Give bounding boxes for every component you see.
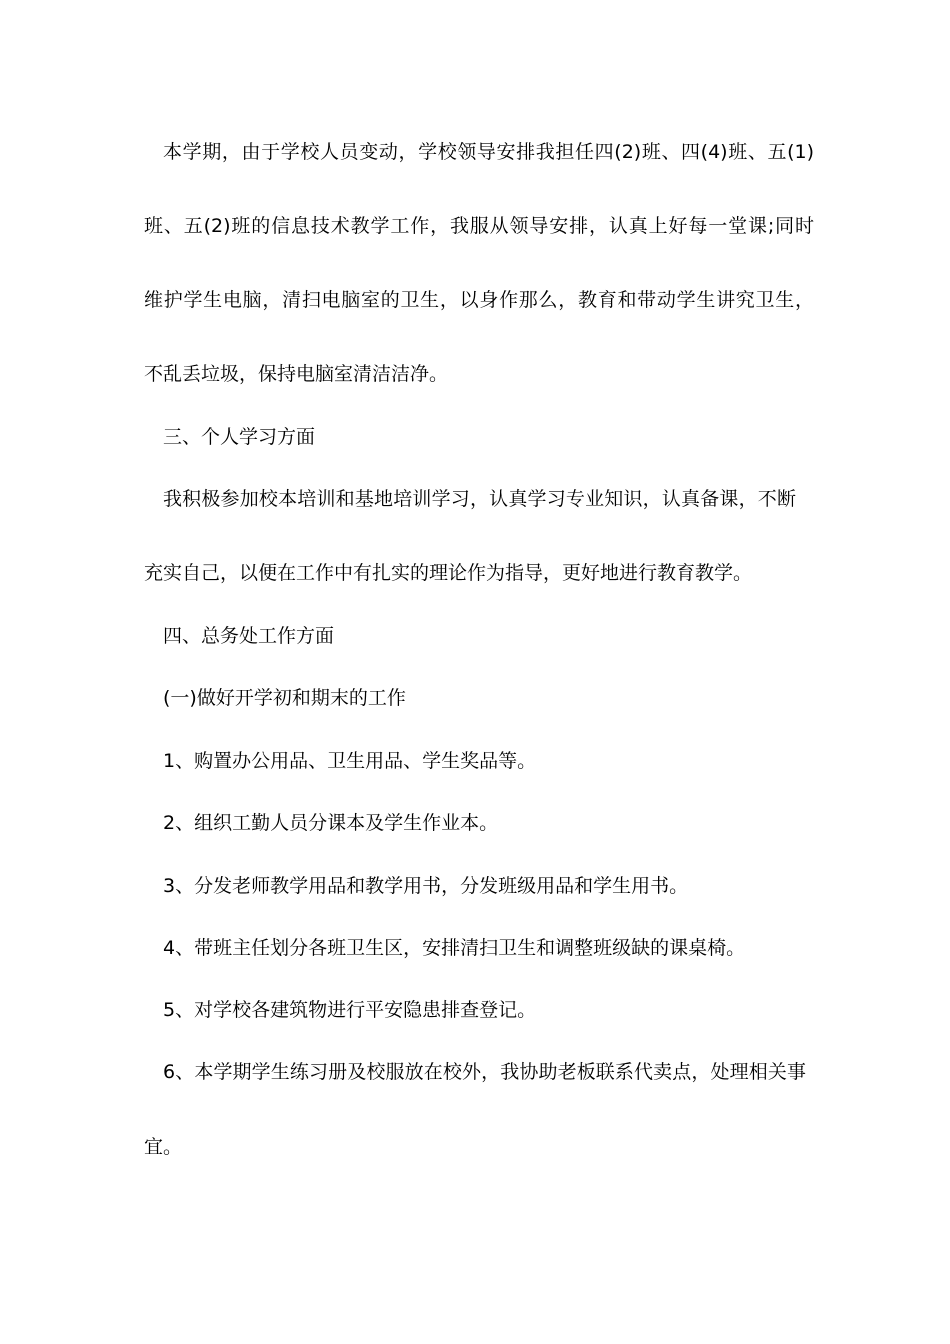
list-item: 2、组织工勤人员分课本及学生作业本。 bbox=[163, 812, 499, 834]
paragraph-line: 我积极参加校本培训和基地培训学习，认真学习专业知识，认真备课，不断 bbox=[163, 488, 796, 510]
paragraph-line: 充实自己，以便在工作中有扎实的理论作为指导，更好地进行教育教学。 bbox=[144, 562, 753, 584]
sub-heading: (一)做好开学初和期末的工作 bbox=[163, 687, 406, 709]
paragraph-line: 不乱丢垃圾，保持电脑室清洁洁净。 bbox=[144, 363, 449, 385]
list-item: 6、本学期学生练习册及校服放在校外，我协助老板联系代卖点，处理相关事 bbox=[163, 1061, 806, 1083]
section-heading: 三、个人学习方面 bbox=[163, 426, 316, 448]
section-heading: 四、总务处工作方面 bbox=[163, 625, 335, 647]
list-item: 5、对学校各建筑物进行平安隐患排查登记。 bbox=[163, 999, 537, 1021]
list-item-continuation: 宜。 bbox=[144, 1136, 183, 1158]
paragraph-line: 维护学生电脑，清扫电脑室的卫生，以身作那么，教育和带动学生讲究卫生， bbox=[144, 289, 814, 311]
list-item: 1、购置办公用品、卫生用品、学生奖品等。 bbox=[163, 750, 537, 772]
paragraph-line: 本学期，由于学校人员变动，学校领导安排我担任四(2)班、四(4)班、五(1) bbox=[163, 141, 814, 163]
list-item: 3、分发老师教学用品和教学用书，分发班级用品和学生用书。 bbox=[163, 875, 689, 897]
paragraph-line: 班、五(2)班的信息技术教学工作，我服从领导安排，认真上好每一堂课;同时 bbox=[144, 215, 814, 237]
list-item: 4、带班主任划分各班卫生区，安排清扫卫生和调整班级缺的课桌椅。 bbox=[163, 937, 746, 959]
